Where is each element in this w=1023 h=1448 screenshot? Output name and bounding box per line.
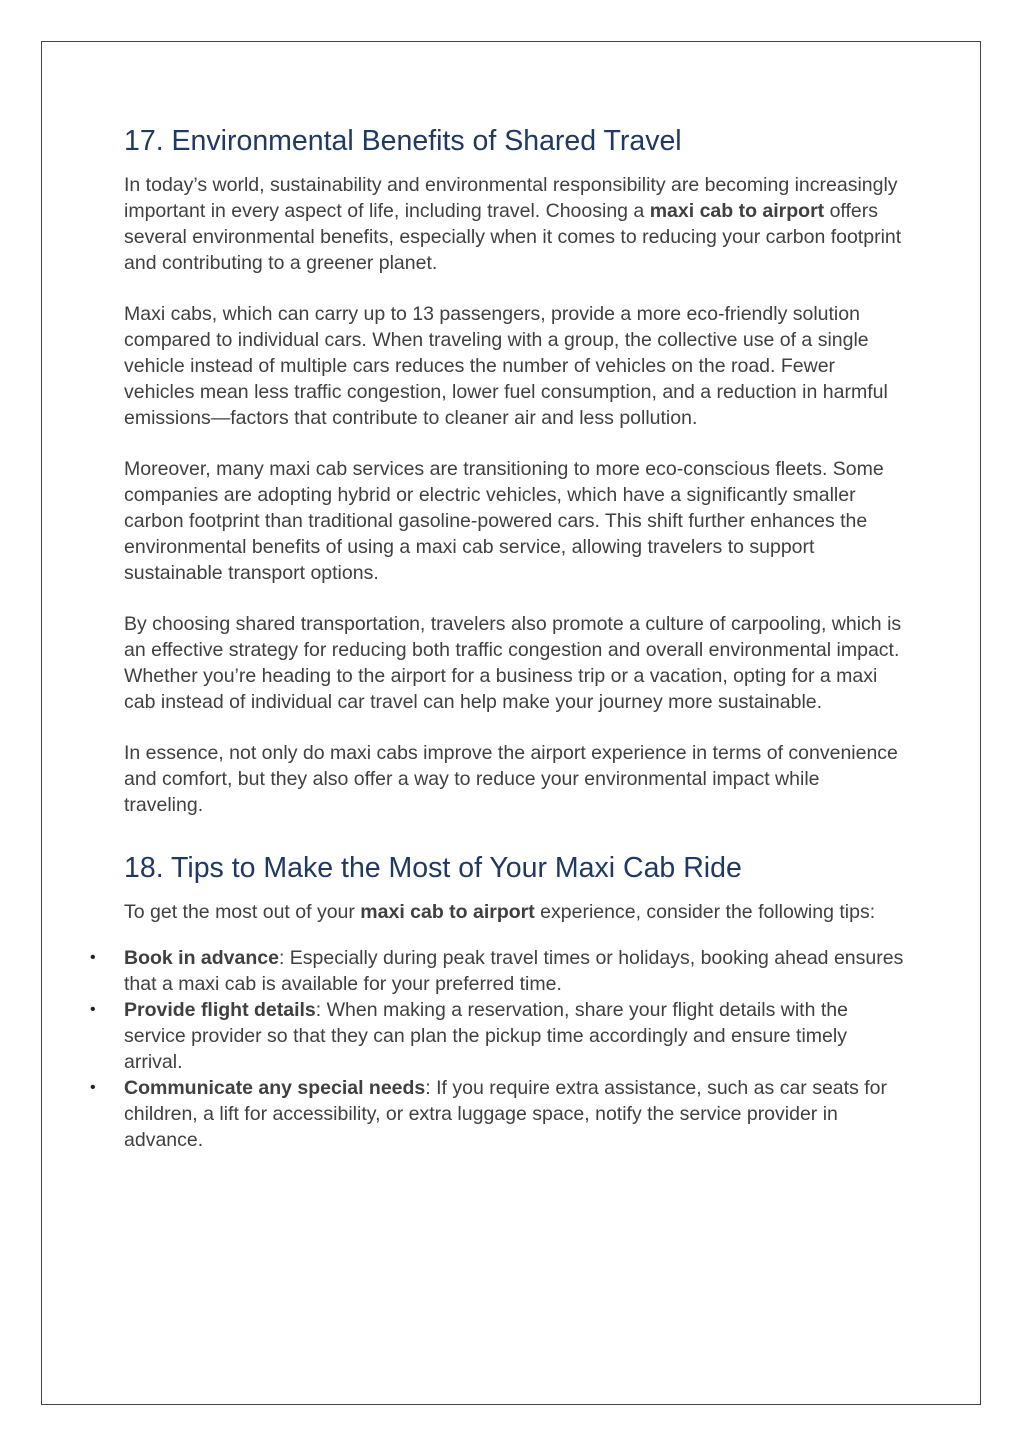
paragraph-text: experience, consider the following tips: [534, 901, 876, 923]
paragraph-text: To get the most out of your [124, 901, 361, 923]
section-17-paragraph-1 [124, 172, 904, 276]
tip-title: Book in advance [124, 947, 279, 969]
section-17-paragraph-5: In essence, not only do maxi cabs improve the airport experience in terms of convenience and comfort, but they also offer a way to reduce your environmental impact while traveling. [124, 742, 898, 816]
section-17-heading: 17. Environmental Benefits of Shared Travel [124, 125, 682, 157]
list-item [90, 945, 904, 997]
bold-keyword: maxi cab to airport [360, 901, 535, 923]
section-18-intro [124, 899, 904, 925]
bullet-icon: • [90, 949, 96, 966]
section-17-paragraph-3: Moreover, many maxi cab services are transitioning to more eco-conscious fleets. Some companies are adopting hybrid or electric vehicles, which have a significantly smaller carbon footprint than traditional gasoline-powered cars. This shift further enhances the environmental benefits of using a maxi cab service, allowing travelers to support sustainable transport options. [124, 458, 884, 584]
tip-title: Communicate any special needs [124, 1077, 426, 1099]
paragraph-text: offers several environmental benefits, especially when it comes to reducing your carbon footprint and contributing to a greener planet. [124, 200, 902, 274]
section-17-paragraph-2: Maxi cabs, which can carry up to 13 passengers, provide a more eco-friendly solution compared to individual cars. When traveling with a group, the collective use of a single vehicle instead of multiple cars reduces the number of vehicles on the road. Fewer vehicles mean less traffic congestion, lower fuel consumption, and a reduction in harmful emissions—factors that contribute to cleaner air and less pollution. [124, 303, 888, 429]
tip-text: : Especially during peak travel times or holidays, booking ahead ensures that a maxi cab is available for your preferred time. [124, 947, 904, 995]
document-content [90, 123, 904, 1153]
tips-list [90, 945, 904, 1153]
section-18-heading: 18. Tips to Make the Most of Your Maxi Cab Ride [124, 852, 742, 884]
tip-text: : When making a reservation, share your flight details with the service provider so that they can plan the pickup time accordingly and ensure timely arrival. [124, 999, 848, 1073]
bullet-icon: • [90, 1001, 96, 1018]
list-item [90, 997, 904, 1075]
bullet-icon: • [90, 1079, 96, 1096]
paragraph-text: In today’s world, sustainability and environmental responsibility are becoming increasingly important in every aspect of life, including travel. Choosing a [124, 174, 898, 222]
bold-keyword: maxi cab to airport [649, 200, 825, 222]
section-17-paragraph-4: By choosing shared transportation, travelers also promote a culture of carpooling, which is an effective strategy for reducing both traffic congestion and overall environmental impact. Whether you’re heading to the airport for a business trip or a vacation, opting for a maxi cab instead of individual car travel can help make your journey more sustainable. [124, 613, 902, 713]
tip-title: Provide flight details [124, 999, 316, 1021]
list-item [90, 1075, 904, 1153]
tip-text: : If you require extra assistance, such as car seats for children, a lift for accessibility, or extra luggage space, notify the service provider in advance. [124, 1077, 887, 1151]
